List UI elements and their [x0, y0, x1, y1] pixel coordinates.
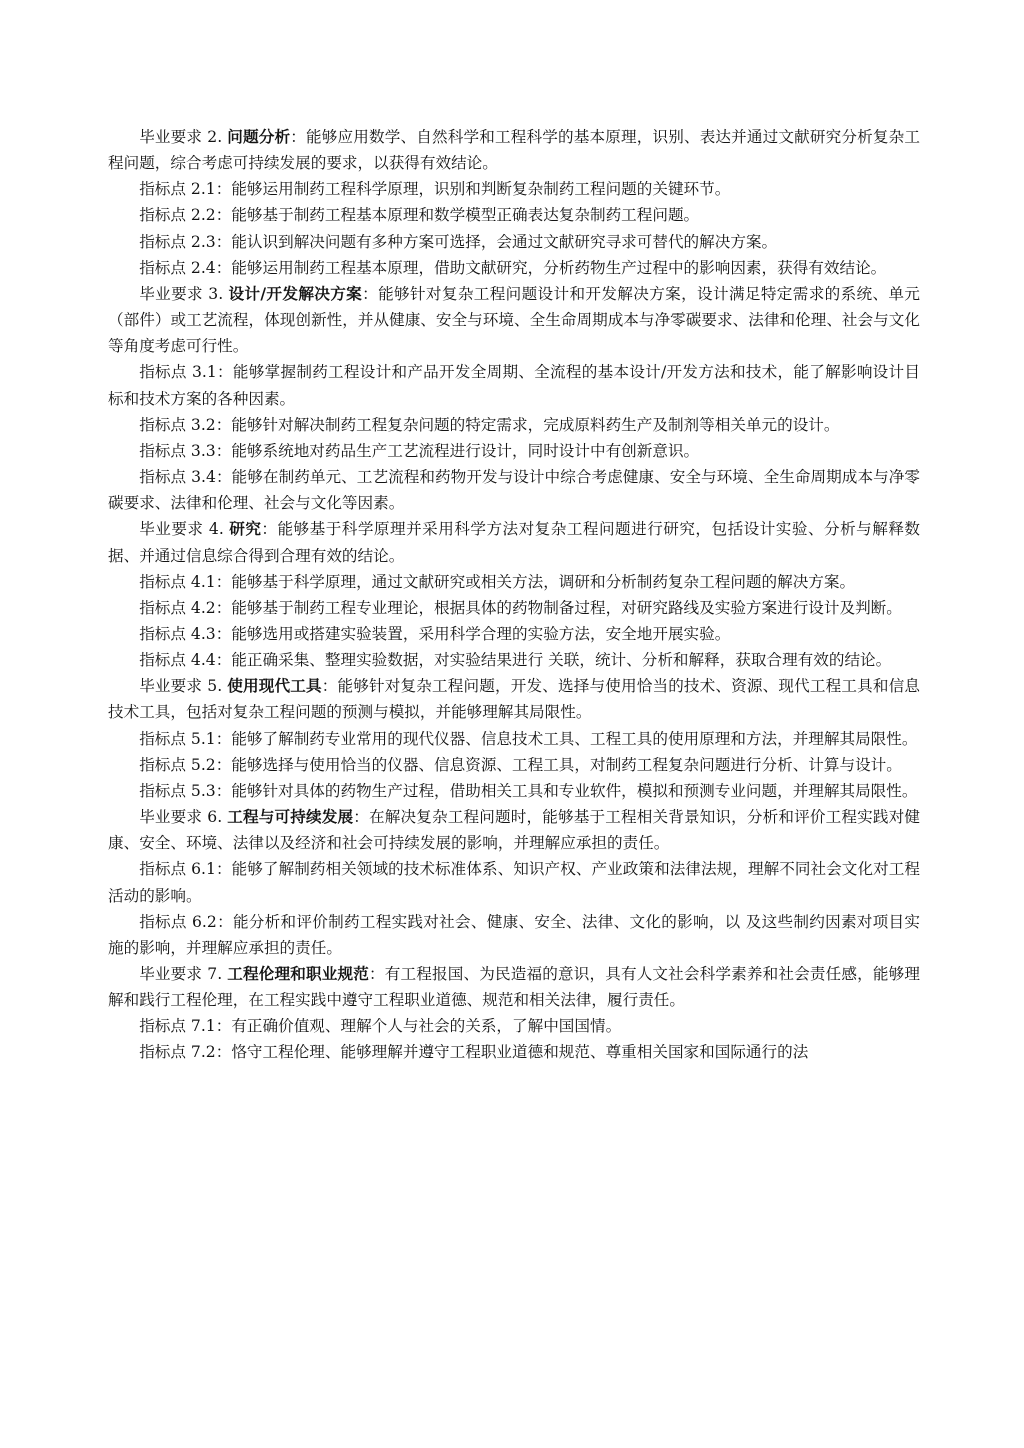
- paragraph-prefix: 毕业要求 2.: [139, 128, 228, 146]
- indicator-4-3-paragraph: [108, 621, 920, 647]
- indicator-2-1-paragraph: [108, 176, 920, 202]
- paragraph-prefix: 毕业要求 3.: [139, 284, 229, 303]
- requirement-heading: 设计/开发解决方案: [228, 283, 363, 303]
- paragraph-body: 能够运用制药工程基本原理，借助文献研究，分析药物生产过程中的影响因素，获得有效结论。: [231, 258, 887, 277]
- indicator-4-4-paragraph: [108, 647, 920, 673]
- paragraph-body: ：能够应用数学、自然科学和工程科学的基本原理，识别、表达并通过文献研究分析复杂工程问题，综合考虑可持续发展的要求，以获得有效结论。: [108, 128, 920, 173]
- indicator-3-4-paragraph: [108, 464, 920, 516]
- paragraph-body: 能够了解制药相关领域的技术标准体系、知识产权、产业政策和法律法规，理解不同社会文化对工程活动的影响。: [108, 860, 920, 905]
- paragraph-prefix: 指标点 3.1：: [139, 363, 233, 382]
- paragraph-body: ：能够针对复杂工程问题设计和开发解决方案，设计满足特定需求的系统、单元（部件）或工艺流程，体现创新性，并从健康、安全与环境、全生命周期成本与净零碳要求、法律和伦理、社会与文化等角度考虑可行性。: [108, 284, 920, 356]
- indicator-5-2-paragraph: [108, 752, 920, 778]
- requirement-heading: 工程伦理和职业规范: [227, 964, 369, 983]
- paragraph-body: 能够选择与使用恰当的仪器、信息资源、工程工具，对制药工程复杂问题进行分析、计算与设计。: [231, 755, 902, 774]
- indicator-3-2-paragraph: [108, 412, 920, 438]
- document-page: [108, 124, 920, 1066]
- indicator-2-3-paragraph: [108, 229, 920, 255]
- requirement-heading: 使用现代工具: [227, 676, 322, 696]
- paragraph-body: 恪守工程伦理、能够理解并遵守工程职业道德和规范、尊重相关国家和国际通行的法: [231, 1043, 809, 1062]
- paragraph-prefix: 指标点 4.1：: [139, 572, 232, 591]
- paragraph-body: 能够系统地对药品生产工艺流程进行设计，同时设计中有创新意识。: [231, 441, 700, 460]
- paragraph-body: 能够选用或搭建实验装置，采用科学合理的实验方法，安全地开展实验。: [231, 624, 731, 643]
- indicator-4-2-paragraph: [108, 595, 920, 621]
- paragraph-body: 能分析和评价制药工程实践对社会、健康、安全、法律、文化的影响，以 及这些制约因素对项目实施的影响，并理解应承担的责任。: [108, 912, 920, 957]
- paragraph-prefix: 指标点 2.1：: [139, 180, 232, 199]
- indicator-7-2-paragraph: [108, 1039, 920, 1065]
- paragraph-prefix: 指标点 5.2：: [139, 755, 232, 774]
- paragraph-prefix: 毕业要求 6.: [139, 808, 228, 827]
- paragraph-body: 能够了解制药专业常用的现代仪器、信息技术工具、工程工具的使用原理和方法，并理解其局限性。: [231, 729, 918, 748]
- indicator-2-2-paragraph: [108, 202, 920, 228]
- paragraph-prefix: 毕业要求 5.: [139, 677, 228, 696]
- paragraph-body: 能够掌握制药工程设计和产品开发全周期、全流程的基本设计/开发方法和技术，能了解影响设计目标和技术方案的各种因素。: [108, 363, 920, 408]
- paragraph-body: 能够基于制药工程基本原理和数学模型正确表达复杂制药工程问题。: [231, 206, 700, 225]
- requirement-7-paragraph: [108, 961, 920, 1013]
- paragraph-prefix: 指标点 5.1：: [139, 729, 232, 748]
- requirement-heading: 工程与可持续发展: [227, 807, 354, 827]
- paragraph-body: 能够针对解决制药工程复杂问题的特定需求，完成原料药生产及制剂等相关单元的设计。: [231, 415, 840, 434]
- indicator-7-1-paragraph: [108, 1013, 920, 1039]
- paragraph-body: ：在解决复杂工程问题时，能够基于工程相关背景知识，分析和评价工程实践对健康、安全、环境、法律以及经济和社会可持续发展的影响，并理解应承担的责任。: [108, 808, 920, 853]
- paragraph-body: 能够运用制药工程科学原理，识别和判断复杂制药工程问题的关键环节。: [231, 180, 731, 199]
- requirement-2-paragraph: [108, 124, 920, 176]
- indicator-6-2-paragraph: [108, 909, 920, 961]
- indicator-3-3-paragraph: [108, 438, 920, 464]
- indicator-4-1-paragraph: [108, 569, 920, 595]
- paragraph-body: 能够在制药单元、工艺流程和药物开发与设计中综合考虑健康、安全与环境、全生命周期成本与净零碳要求、法律和伦理、社会与文化等因素。: [108, 468, 920, 513]
- paragraph-body: 能正确采集、整理实验数据，对实验结果进行 关联，统计、分析和解释，获取合理有效的结论。: [231, 651, 892, 670]
- requirement-3-paragraph: [108, 281, 920, 359]
- requirement-6-paragraph: [108, 804, 920, 856]
- paragraph-prefix: 指标点 7.2：: [139, 1043, 232, 1062]
- requirement-heading: 研究: [229, 519, 262, 539]
- paragraph-prefix: 指标点 2.2：: [139, 206, 232, 225]
- paragraph-prefix: 指标点 5.3：: [139, 781, 232, 800]
- paragraph-body: 有正确价值观、理解个人与社会的关系，了解中国国情。: [231, 1017, 622, 1036]
- paragraph-body: ：能够基于科学原理并采用科学方法对复杂工程问题进行研究，包括设计实验、分析与解释数据、并通过信息综合得到合理有效的结论。: [108, 520, 920, 565]
- paragraph-prefix: 指标点 4.3：: [139, 624, 232, 643]
- indicator-6-1-paragraph: [108, 856, 920, 908]
- paragraph-prefix: 指标点 3.2：: [139, 415, 232, 434]
- paragraph-prefix: 指标点 2.4：: [139, 258, 232, 277]
- paragraph-prefix: 毕业要求 4.: [139, 520, 230, 539]
- paragraph-prefix: 指标点 6.1：: [139, 860, 232, 879]
- paragraph-prefix: 指标点 2.3：: [139, 232, 232, 251]
- paragraph-body: 能够针对具体的药物生产过程，借助相关工具和专业软件，模拟和预测专业问题，并理解其局限性。: [231, 781, 918, 800]
- indicator-5-1-paragraph: [108, 726, 920, 752]
- paragraph-body: 能认识到解决问题有多种方案可选择，会通过文献研究寻求可替代的解决方案。: [231, 232, 778, 251]
- indicator-5-3-paragraph: [108, 778, 920, 804]
- paragraph-prefix: 指标点 4.2：: [139, 598, 232, 617]
- paragraph-prefix: 指标点 6.2：: [139, 912, 233, 931]
- indicator-3-1-paragraph: [108, 359, 920, 411]
- paragraph-body: 能够基于科学原理，通过文献研究或相关方法，调研和分析制药复杂工程问题的解决方案。: [231, 572, 856, 591]
- requirement-4-paragraph: [108, 516, 920, 568]
- paragraph-prefix: 指标点 7.1：: [139, 1017, 232, 1036]
- paragraph-body: ：有工程报国、为民造福的意识，具有人文社会科学素养和社会责任感，能够理解和践行工程伦理，在工程实践中遵守工程职业道德、规范和相关法律，履行责任。: [108, 965, 920, 1010]
- indicator-2-4-paragraph: [108, 255, 920, 281]
- paragraph-body: 能够基于制药工程专业理论，根据具体的药物制备过程，对研究路线及实验方案进行设计及判断。: [231, 598, 902, 617]
- requirement-heading: 问题分析: [227, 127, 291, 146]
- paragraph-prefix: 指标点 4.4：: [139, 651, 232, 670]
- paragraph-body: ：能够针对复杂工程问题，开发、选择与使用恰当的技术、资源、现代工程工具和信息技术工具，包括对复杂工程问题的预测与模拟，并能够理解其局限性。: [108, 677, 920, 722]
- requirement-5-paragraph: [108, 673, 920, 725]
- paragraph-prefix: 指标点 3.3：: [139, 441, 232, 460]
- paragraph-prefix: 毕业要求 7.: [139, 965, 228, 983]
- paragraph-prefix: 指标点 3.4：: [139, 468, 232, 487]
